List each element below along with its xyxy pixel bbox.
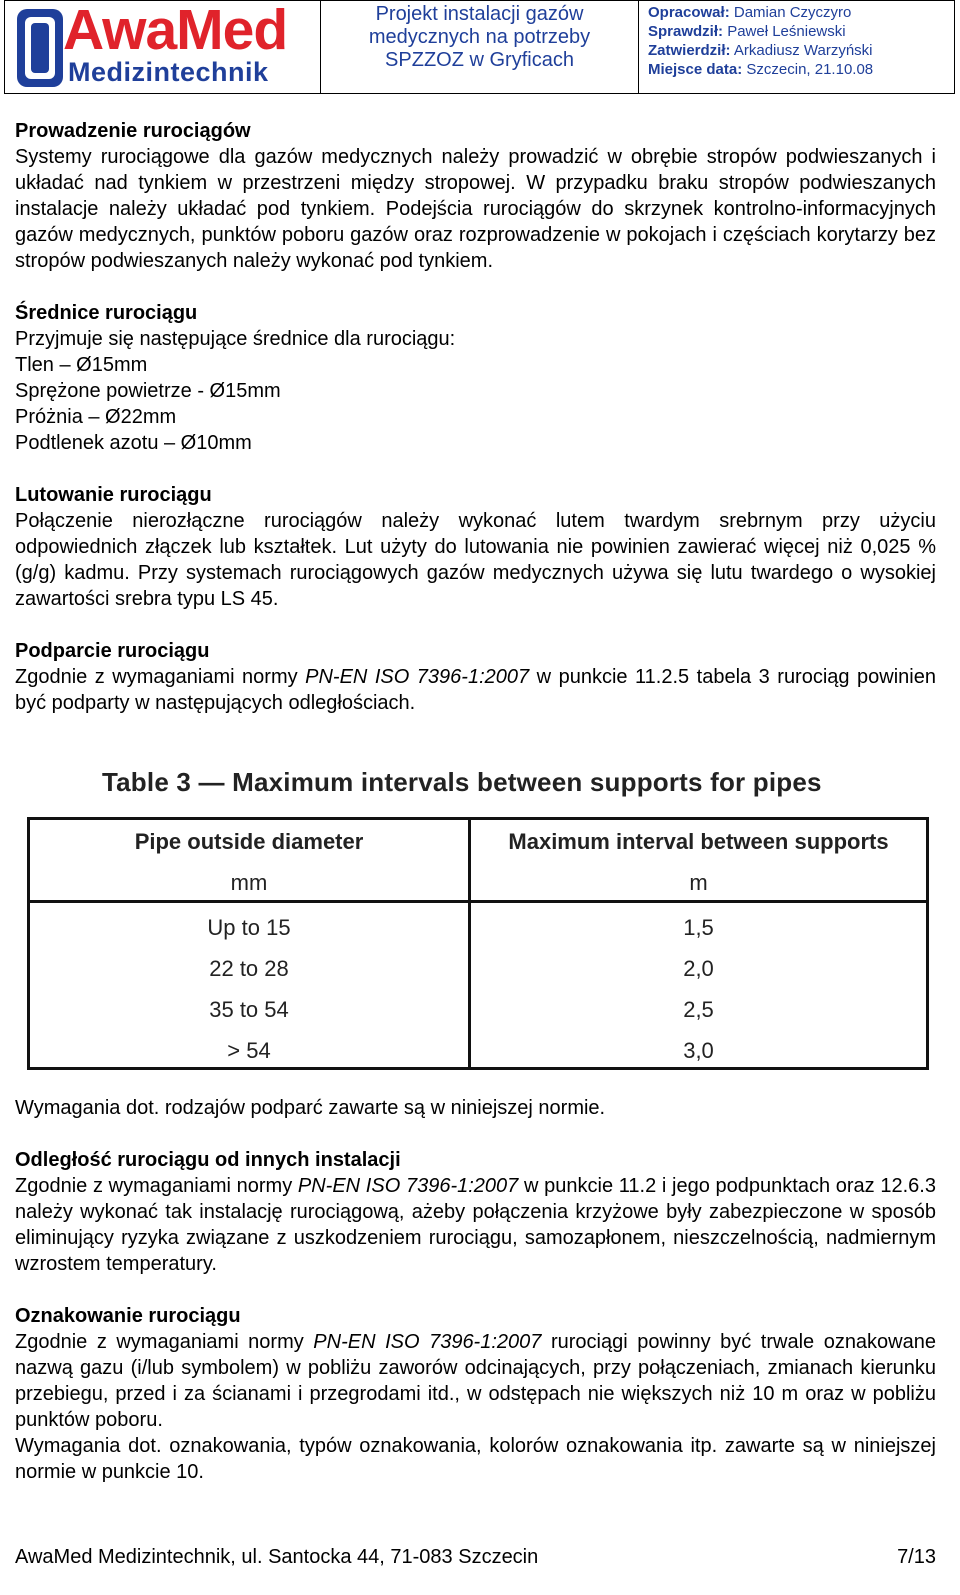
section-text: Zgodnie z wymaganiami normy PN-EN ISO 7396-1:2007 w punkcie 11.2 i jego podpunktach oraz 12.6.3 należy wykonać tak instalację rurociągową, ażeby połączenia krzyżowe były zabezpieczone w sposób eliminujący ryzyka związane z uszkodzeniem rurociągu, samozapłonem, nieszczelnością, nadmiernym wzrostem temperatury. (15, 1175, 936, 1275)
section-srednice (15, 300, 936, 456)
table-cell: 3,0 (683, 1038, 714, 1063)
supports-table-figure (15, 761, 929, 1073)
meta-sprawdzil: Sprawdził: Paweł Leśniewski (648, 23, 846, 40)
section-text: Systemy rurociągowe dla gazów medycznych należy prowadzić w obrębie stropów podwieszanych i układać nad tynkiem w przestrzeni między stropowej. W przypadku braku stropów podwieszanych instalacje należy układać pod tynkiem. Podejścia rurociągów do skrzynek kontrolno-informacyjnych gazów medycznych, punktów poboru gazów oraz rozprowadzenie w pokojach i częściach korytarzy bez stropów podwieszanych należy wykonać pod tynkiem. (15, 146, 936, 272)
section-heading: Odległość rurociągu od innych instalacji (15, 1149, 401, 1171)
logo-shield-icon (15, 5, 67, 91)
table-caption: Table 3 — Maximum intervals between supports for pipes (102, 767, 822, 797)
section-text: Połączenie nierozłączne rurociągów należy wykonać lutem twardym srebrnym przy użyciu odpowiednich złączek lub kształtek. Lut użyty do lutowania nie powinien zawierać więcej niż 0,025 % (g/g) kadmu. Przy systemach rurociągowych gazów medycznych używa się lutu twardego o wysokiej zawartości srebra typu LS 45. (15, 510, 936, 610)
document-body-upper (15, 118, 936, 742)
project-title (321, 1, 639, 93)
section-prowadzenie (15, 118, 936, 274)
section-podparcie (15, 638, 936, 716)
logo-wordmark: AwaMed (63, 0, 288, 62)
document-body-lower (15, 1095, 936, 1511)
section-text: Zgodnie z wymaganiami normy PN-EN ISO 7396-1:2007 rurociągi powinny być trwale oznakowane nazwą gazu (i/lub symbolem) w pobliżu zaworów odcinających, przy połączeniach, zmianach kierunku przebiegu, przed i za ścianami i przegrodami itd., w odstępach nie większych niż 10 m oraz w pobliżu punktów poboru. (15, 1331, 936, 1431)
section-text: Przyjmuje się następujące średnice dla rurociągu: (15, 328, 456, 350)
page-number: 7/13 (897, 1546, 936, 1568)
document-meta (639, 1, 954, 93)
list-item: Sprężone powietrze - Ø15mm (15, 380, 281, 402)
footer-address: AwaMed Medizintechnik, ul. Santocka 44, 71-083 Szczecin (15, 1546, 539, 1568)
meta-miejsce-data: Miejsce data: Szczecin, 21.10.08 (648, 61, 874, 78)
section-heading: Lutowanie rurociągu (15, 484, 212, 506)
table-header-cell: Pipe outside diameter mm (30, 820, 468, 903)
meta-zatwierdzil: Zatwierdził: Arkadiusz Warzyński (648, 42, 873, 59)
table-cell: 1,5 (683, 915, 714, 940)
list-item: Próżnia – Ø22mm (15, 406, 177, 428)
norm-reference: PN-EN ISO 7396-1:2007 (305, 666, 530, 688)
table-header-cell: Maximum interval between supports m (471, 820, 926, 903)
logo-subtitle: Medizintechnik (68, 57, 269, 87)
norm-reference: PN-EN ISO 7396-1:2007 (297, 1175, 519, 1197)
table-cell: 22 to 28 (209, 956, 289, 981)
table-column-diameter (30, 820, 471, 1067)
list-item: Podtlenek azotu – Ø10mm (15, 432, 252, 454)
table-cell: 2,0 (683, 956, 714, 981)
norm-reference: PN-EN ISO 7396-1:2007 (313, 1331, 542, 1353)
table-cell: 2,5 (683, 997, 714, 1022)
list-item: Tlen – Ø15mm (15, 354, 148, 376)
document-header (4, 0, 955, 94)
section-heading: Podparcie rurociągu (15, 640, 210, 662)
supports-table (27, 817, 929, 1070)
section-text: Wymagania dot. oznakowania, typów oznakowania, kolorów oznakowania itp. zawarte są w niniejszej normie w punkcie 10. (15, 1435, 936, 1483)
section-heading: Prowadzenie rurociągów (15, 120, 251, 142)
section-lutowanie (15, 482, 936, 612)
table-cell: 35 to 54 (209, 997, 289, 1022)
section-odleglosc (15, 1147, 936, 1277)
project-title-line: SPZZOZ w Gryficach (385, 49, 574, 71)
table-column-interval (471, 820, 926, 1067)
section-text: Wymagania dot. rodzajów podparć zawarte są w niniejszej normie. (15, 1097, 606, 1119)
section-heading: Oznakowanie rurociągu (15, 1305, 241, 1327)
document-footer (15, 1545, 936, 1569)
section-heading: Średnice rurociągu (15, 302, 198, 324)
project-title-line: medycznych na potrzeby (368, 26, 591, 48)
company-logo (5, 1, 321, 93)
project-title-line: Projekt instalacji gazów (375, 3, 584, 25)
section-oznakowanie (15, 1303, 936, 1485)
table-cell: > 54 (227, 1038, 271, 1063)
meta-opracowal: Opracował: Damian Czyczyro (648, 4, 852, 21)
section-text: Zgodnie z wymaganiami normy PN-EN ISO 7396-1:2007 w punkcie 11.2.5 tabela 3 rurociąg powinien być podparty w następujących odległościach. (15, 666, 936, 714)
section-wymagania-podpor (15, 1095, 936, 1121)
table-cell: Up to 15 (207, 915, 291, 940)
